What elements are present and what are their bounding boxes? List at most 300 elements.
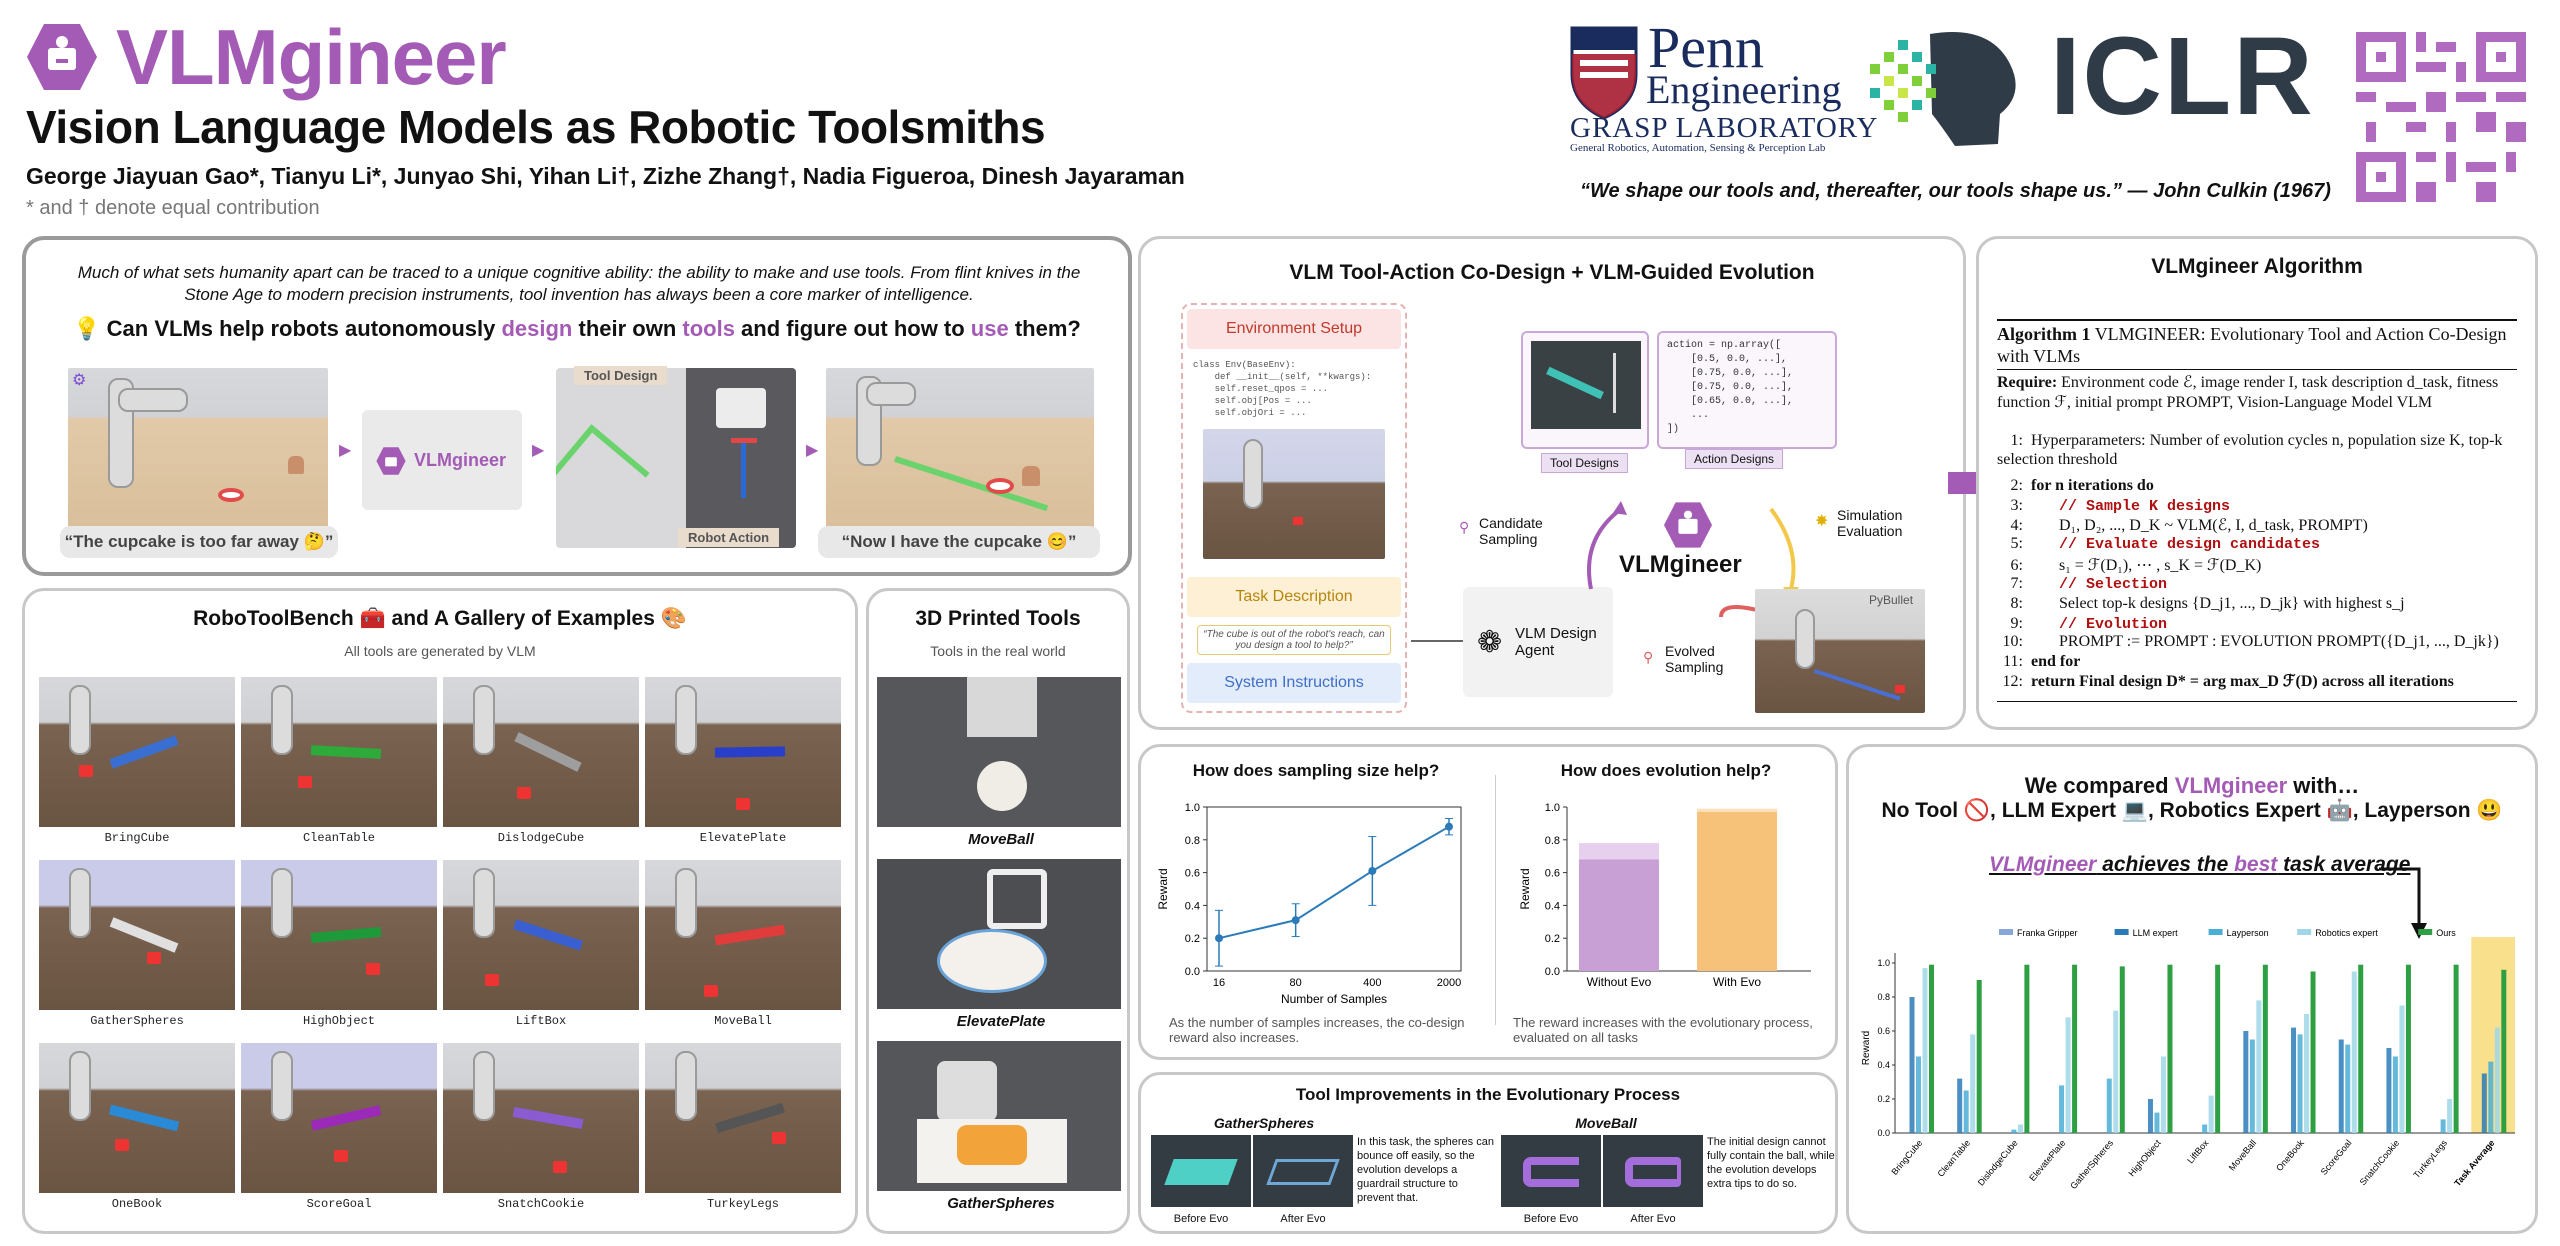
target-object (704, 985, 718, 997)
robot-arm (271, 1051, 293, 1121)
bar (1923, 968, 1928, 1133)
bar (1957, 1079, 1962, 1133)
algo-line-number: 9: (2010, 615, 2023, 632)
target-object (366, 963, 380, 975)
algo-line-number: 12: (2002, 673, 2023, 690)
bar (2291, 1028, 2296, 1133)
gallery-caption: CleanTable (302, 831, 375, 845)
evolution-title: How does evolution help? (1560, 761, 1772, 780)
candidate-sampling-icon: ⚲ (1459, 519, 1470, 535)
robot-arm (473, 868, 495, 938)
bar (2024, 965, 2029, 1133)
gather-before-label: Before Evo (1173, 1213, 1229, 1225)
target-object (298, 776, 312, 788)
x-tick-label: LiftBox (2185, 1137, 2211, 1166)
intro-logo-label: VLMgineer (414, 450, 507, 470)
intro-logo-card (362, 410, 522, 510)
robot-arm (937, 1061, 997, 1121)
brand-name: VLMgineer (116, 13, 506, 101)
algorithm-title: VLMgineer Algorithm (2151, 255, 2363, 278)
tool-shape (311, 745, 381, 759)
algo-line-text: end for (2031, 653, 2081, 670)
task-desc-label: Task Description (1187, 577, 1401, 617)
y-tick-label: 1.0 (1544, 802, 1560, 814)
env-code-box: class Env(BaseEnv): def __init__(self, **kwargs): self.reset_qpos = ... self.obj[Pos = ... self.objOri = ... (1193, 360, 1372, 418)
ball-shape (977, 761, 1027, 811)
tool-shape (987, 869, 1047, 929)
task-desc-quote: “The cube is out of the robot's reach, can you design a tool to help?” (1197, 625, 1391, 655)
target-object (517, 787, 531, 799)
robot-arm (271, 685, 293, 755)
env-render (1203, 429, 1385, 559)
y-tick-label: 0.8 (1544, 834, 1560, 847)
improvements-panel (1138, 1072, 1838, 1234)
authors: George Jiayuan Gao*, Tianyu Li*, Junyao Shi, Yihan Li†, Zizhe Zhang†, Nadia Figueroa, Dinesh Jayaraman (26, 163, 1185, 189)
bar (2154, 1113, 2159, 1133)
penn-wordmark: Penn (1648, 15, 1764, 80)
comparison-panel (1846, 744, 2538, 1234)
algo-line-text: // Evaluate design candidates (2059, 536, 2321, 553)
data-point (1215, 934, 1223, 942)
bar (2059, 1085, 2064, 1133)
gallery-image (645, 1043, 841, 1193)
tool-shape (513, 919, 583, 950)
plate-shape (937, 929, 1047, 993)
target-object (772, 1132, 786, 1144)
vlm-agent-label: VLM Design Agent (1515, 625, 1597, 659)
plot-frame (1207, 807, 1461, 971)
printed-photo (877, 677, 1121, 827)
bar (2167, 965, 2172, 1133)
algo-line-text: Hyperparameters: Number of evolution cycles n, population size K, top-k selection threshold (1997, 432, 2503, 468)
gallery-image (241, 677, 437, 827)
data-point (1445, 823, 1453, 831)
algo-line-text: PROMPT := PROMPT : EVOLUTION PROMPT({D_j1, ..., D_jk}) (2059, 633, 2499, 650)
gallery-caption: TurkeyLegs (706, 1197, 779, 1211)
gallery-image (241, 1043, 437, 1193)
pixel-head-logo-icon (1860, 24, 2030, 154)
algo-line-text: // Sample K designs (2059, 498, 2231, 515)
bar (1910, 997, 1915, 1133)
algo-line-text: // Evolution (2059, 616, 2168, 633)
bar (2066, 1017, 2071, 1133)
y-tick-label: 0.2 (1544, 933, 1560, 946)
robot-action-label: Robot Action (678, 528, 779, 547)
legend-label: Robotics expert (2315, 928, 2378, 938)
algo-line-text: s₁ = ℱ(D₁), ⋯ , s_K = ℱ(D_K) (2059, 557, 2262, 574)
brain-icon: ❁ (1477, 626, 1503, 659)
legend-swatch (2115, 929, 2129, 935)
algo-header: Algorithm 1 VLMGINEER: Evolutionary Tool and Action Co-Design with VLMs (1997, 324, 2507, 366)
algo-line-number: 8: (2010, 595, 2023, 612)
bug-icon: ⚙ (72, 372, 87, 389)
bar (2482, 1074, 2487, 1134)
candidate-sampling-label: Candidate Sampling (1479, 515, 1543, 547)
culkin-quote: “We shape our tools and, thereafter, our tools shape us.” — John Culkin (1967) (1580, 180, 2331, 202)
bar (2298, 1034, 2303, 1133)
lightbulb-icon: 💡 (73, 316, 107, 341)
bar (2148, 1099, 2153, 1133)
algorithm-panel (1976, 236, 2538, 730)
robot-arm (271, 868, 293, 938)
algo-line-number: 5: (2010, 535, 2023, 552)
sampling-chart (1151, 787, 1491, 1007)
gallery-title: RoboToolBench 🧰 and A Gallery of Examples 🎨 (193, 607, 687, 630)
algo-line (1997, 477, 2523, 495)
robot-arm (69, 868, 91, 938)
tool-shape (715, 925, 786, 946)
x-tick-label: Task Average (2452, 1137, 2497, 1189)
printed-subtitle: Tools in the real world (930, 643, 1066, 659)
bar (2311, 972, 2316, 1134)
compare-line2: No Tool 🚫, LLM Expert 💻, Robotics Expert 🤖, Layperson 😃 (1881, 799, 2503, 822)
legend-swatch (2418, 929, 2432, 935)
x-tick-label: BringCube (1889, 1137, 1925, 1177)
algo-line (1997, 671, 2523, 691)
tool-designs-label: Tool Designs (1541, 453, 1628, 473)
bar (1970, 1034, 1975, 1133)
tool-shape (109, 735, 178, 768)
pybullet-render (1755, 589, 1925, 713)
evolution-caption: The reward increases with the evolutionary process, evaluated on all tasks (1513, 1015, 1813, 1045)
tool-shape (715, 746, 785, 757)
tool-design-label: Tool Design (574, 366, 667, 385)
bar (2447, 1099, 2452, 1133)
gather-before-img (1151, 1135, 1251, 1207)
x-axis-label: Number of Samples (1280, 992, 1388, 1006)
x-tick-label: 400 (1363, 977, 1382, 989)
target-object (115, 1139, 129, 1151)
bar (2406, 965, 2411, 1133)
x-tick-label: With Evo (1712, 975, 1762, 989)
gather-title: GatherSpheres (1213, 1115, 1315, 1131)
center-logo-label: VLMgineer (1619, 551, 1742, 578)
bar (2399, 1006, 2404, 1134)
legend-label: LLM expert (2132, 928, 2178, 938)
algo-line-number: 3: (2010, 497, 2023, 514)
algo-line-number: 6: (2010, 557, 2023, 574)
gallery-image (39, 677, 235, 827)
algo-line (1997, 555, 2523, 575)
engineering-wordmark: Engineering (1646, 67, 1842, 112)
gallery-caption: MoveBall (714, 1014, 772, 1028)
algo-line-text: // Selection (2059, 576, 2168, 593)
arrow-icon: ▶ (806, 442, 819, 459)
sampling-title: How does sampling size help? (1192, 761, 1440, 780)
bar (2209, 1096, 2214, 1133)
y-tick-label: 0.6 (1184, 867, 1200, 880)
x-tick-label: Without Evo (1586, 975, 1652, 989)
printed-panel (866, 588, 1130, 1234)
algo-line-text: return Final design D* = arg max_D ℱ(D) across all iterations (2031, 673, 2454, 690)
algo-line-number: 7: (2010, 575, 2023, 592)
printed-photo (877, 859, 1121, 1009)
y-tick-label: 0.2 (1184, 933, 1200, 946)
bar (2161, 1057, 2166, 1134)
x-tick-label: ScoreGoal (2318, 1137, 2354, 1177)
robot-arm (675, 685, 697, 755)
x-tick-label: 16 (1212, 977, 1226, 989)
tool-shape (514, 732, 581, 772)
gallery-caption: ElevatePlate (699, 831, 787, 845)
algo-mid-rule (1997, 369, 2517, 370)
bar (2339, 1040, 2344, 1134)
tool-shape (513, 1107, 584, 1129)
printer-fixture (967, 677, 1037, 737)
algo-line (1997, 633, 2523, 651)
gather-after-label: After Evo (1280, 1213, 1326, 1225)
algo-line (1997, 431, 2523, 469)
algo-require: Require: Environment code ℰ, image render I, task description d_task, fitness function ℱ, initial prompt PROMPT, Vision-Language Model VLM (1997, 374, 2499, 411)
evolved-sampling-label: Evolved Sampling (1665, 643, 1724, 675)
bar (1929, 965, 1934, 1133)
y-tick-label: 1.0 (1184, 802, 1200, 814)
bar (1697, 812, 1777, 971)
bar (2501, 970, 2506, 1133)
bar (2495, 1028, 2500, 1133)
algo-line-number: 10: (2002, 633, 2023, 650)
system-instructions-label: System Instructions (1187, 663, 1401, 703)
printed-caption: GatherSpheres (947, 1195, 1055, 1212)
y-tick-label: 0.2 (1877, 1094, 1890, 1104)
gallery-image (645, 677, 841, 827)
gallery-image (39, 1043, 235, 1193)
algo-line (1997, 535, 2523, 553)
x-tick-label: SnatchCookie (2357, 1137, 2402, 1188)
x-tick-label: GatherSpheres (2068, 1137, 2116, 1192)
intro-panel (22, 236, 1132, 576)
bar (2256, 1000, 2261, 1133)
bar (2018, 1125, 2023, 1134)
brand-logo-icon (26, 22, 98, 92)
caption-cupcake-have: “Now I have the cupcake 😊” (818, 526, 1100, 558)
y-axis-label: Reward (1518, 868, 1532, 910)
bar (2120, 966, 2125, 1133)
action-code-card: action = np.array([ [0.5, 0.0, ...], [0.75, 0.0, ...], [0.75, 0.0, ...], [0.65, 0.0, ...], ... ]) (1657, 331, 1837, 449)
iclr-logo: ICLR (2050, 15, 2315, 138)
bar (1977, 980, 1982, 1133)
moveball-after-label: After Evo (1630, 1213, 1676, 1225)
y-axis-label: Reward (1861, 1030, 1872, 1066)
x-tick-label: DislodgeCube (1975, 1137, 2020, 1188)
bar (1964, 1091, 1969, 1134)
legend-label: Ours (2436, 928, 2456, 938)
gallery-panel (22, 588, 858, 1234)
legend-swatch (2297, 929, 2311, 935)
bar (2107, 1079, 2112, 1133)
bar (2393, 1057, 2398, 1134)
gallery-caption: LiftBox (515, 1014, 567, 1028)
sim-eval-icon: ✸ (1815, 513, 1829, 530)
tool-shape (110, 917, 179, 952)
algo-line-number: 4: (2010, 517, 2023, 534)
gallery-image (443, 860, 639, 1010)
algo-line-number: 11: (2003, 653, 2023, 670)
algo-line-text: Select top-k designs {D_j1, ..., D_jk} with highest s_j (2059, 595, 2405, 612)
sampling-caption: As the number of samples increases, the co-design reward also increases. (1169, 1015, 1465, 1045)
algo-line (1997, 653, 2523, 671)
robot-arm (69, 1051, 91, 1121)
gallery-caption: SnatchCookie (497, 1197, 585, 1211)
algo-line (1997, 497, 2523, 515)
robot-arm (473, 685, 495, 755)
vlmgineer-logo-icon (376, 446, 406, 476)
y-tick-label: 0.8 (1184, 834, 1200, 847)
gallery-image (443, 1043, 639, 1193)
x-tick-label: ElevatePlate (2027, 1137, 2068, 1184)
spheres-shape (957, 1125, 1027, 1165)
bar (2243, 1031, 2248, 1133)
tool-shape (109, 1105, 179, 1132)
gallery-caption: BringCube (104, 831, 170, 845)
target-object (485, 974, 499, 986)
data-point (1292, 916, 1300, 924)
bar (2250, 1040, 2255, 1134)
algo-line-number: 1: (2010, 432, 2023, 449)
bar (1916, 1057, 1921, 1134)
caption-cupcake-far: “The cupcake is too far away 🤔” (60, 526, 338, 558)
y-tick-label: 0.4 (1184, 900, 1200, 913)
algo-line (1997, 615, 2523, 633)
gather-after-img (1253, 1135, 1353, 1207)
bar (2304, 1014, 2309, 1133)
evolution-chart (1511, 787, 1831, 1007)
x-tick-label: 80 (1289, 977, 1302, 989)
printed-photo (877, 1041, 1121, 1191)
tool-shape (715, 1103, 785, 1133)
y-tick-label: 0.8 (1877, 992, 1890, 1002)
bar (2352, 972, 2357, 1134)
algo-line (1997, 575, 2523, 593)
algo-line-text: D₁, D₂, ..., D_K ~ VLM(ℰ, I, d_task, PROMPT) (2059, 517, 2368, 534)
tool-designs-card (1521, 331, 1649, 449)
robot-arm (69, 685, 91, 755)
algo-bottom-rule (1997, 701, 2517, 702)
evolved-sampling-icon: ⚲ (1643, 649, 1654, 665)
x-tick-label: TurkeyLegs (2411, 1137, 2449, 1181)
tool-design-box (556, 368, 796, 548)
y-tick-label: 0.6 (1544, 867, 1560, 880)
target-object (736, 798, 750, 810)
y-tick-label: 1.0 (1877, 958, 1890, 968)
moveball-before-label: Before Evo (1523, 1213, 1579, 1225)
robot-arm (675, 868, 697, 938)
gallery-subtitle: All tools are generated by VLM (344, 643, 536, 659)
series-line (1219, 827, 1449, 939)
compare-line1: We compared VLMgineer with… (2024, 773, 2360, 798)
y-tick-label: 0.4 (1544, 900, 1560, 913)
y-tick-label: 0.0 (1877, 1128, 1890, 1138)
equal-contribution-note: * and † denote equal contribution (26, 197, 320, 219)
moveball-before-img (1501, 1135, 1601, 1207)
penn-shield-icon (1568, 24, 1640, 120)
action-designs-label: Action Designs (1685, 449, 1783, 469)
pybullet-label: PyBullet (1869, 593, 1914, 607)
gallery-caption: OneBook (111, 1197, 163, 1211)
bar (2215, 965, 2220, 1133)
env-setup-label: Environment Setup (1187, 309, 1401, 349)
target-object (147, 952, 161, 964)
legend-swatch (1999, 929, 2013, 935)
data-point (1368, 867, 1376, 875)
compare-claim: VLMgineer achieves the best task average (1989, 853, 2411, 876)
qr-code-icon[interactable] (2356, 32, 2526, 202)
x-tick-label: CleanTable (1935, 1137, 1973, 1179)
bar (2113, 1011, 2118, 1133)
target-object (79, 765, 93, 777)
y-axis-label: Reward (1156, 868, 1170, 910)
algo-line (1997, 515, 2523, 535)
moveball-after-img (1603, 1135, 1703, 1207)
moveball-text: The initial design cannot fully contain the ball, while the evolution develops extra tips to do so. (1707, 1136, 1835, 1190)
bar (1579, 859, 1659, 971)
bar (2488, 1062, 2493, 1133)
legend-swatch (2209, 929, 2223, 935)
x-tick-label: MoveBall (2226, 1137, 2259, 1173)
printed-caption: ElevatePlate (956, 1013, 1046, 1030)
algo-line (1997, 595, 2523, 613)
gather-text: In this task, the spheres can bounce off easily, so the evolution develops a guardrail structure to prevent that. (1357, 1136, 1494, 1204)
gallery-image (241, 860, 437, 1010)
intro-question: 💡 Can VLMs help robots autonomously design their own tools and figure out how to use them? (73, 316, 1081, 341)
grasp-lab-wordmark: GRASP LABORATORY (1570, 112, 1879, 144)
bar (2202, 1125, 2207, 1134)
tool-shape (311, 927, 382, 943)
gallery-image (645, 860, 841, 1010)
tool-shape (311, 1105, 381, 1130)
bar (2011, 1130, 2016, 1133)
bar (2386, 1048, 2391, 1133)
legend-label: Layperson (2226, 928, 2269, 938)
paper-title: Vision Language Models as Robotic Toolsmiths (26, 101, 1046, 153)
printed-caption: MoveBall (968, 831, 1034, 848)
gallery-caption: HighObject (302, 1014, 375, 1028)
y-tick-label: 0.4 (1877, 1060, 1890, 1070)
gallery-image (443, 677, 639, 827)
codesign-panel (1138, 236, 1966, 730)
gallery-caption: ScoreGoal (306, 1197, 372, 1211)
improvements-title: Tool Improvements in the Evolutionary Process (1295, 1085, 1681, 1104)
intro-text: Much of what sets humanity apart can be traced to a unique cognitive ability: the ability to make and use tools. From flint knives in the Stone Age to modern precision instruments, tool invention has always been a core marker of intelligence. (77, 263, 1081, 304)
bar (2454, 965, 2459, 1133)
bar (2072, 965, 2077, 1133)
algo-line-number: 2: (2010, 477, 2023, 494)
panel-divider (1495, 775, 1496, 1025)
x-tick-label: OneBook (2274, 1137, 2306, 1174)
y-tick-label: 0.0 (1184, 966, 1200, 978)
bar (2358, 965, 2363, 1133)
comparison-chart (1859, 917, 2535, 1233)
arrow-icon: ▶ (339, 442, 352, 459)
robot-arm (675, 1051, 697, 1121)
bar (2345, 1045, 2350, 1133)
algo-top-rule (1997, 319, 2517, 321)
grasp-lab-subtitle: General Robotics, Automation, Sensing & Perception Lab (1570, 142, 1826, 154)
x-tick-label: HighObject (2126, 1137, 2163, 1179)
legend-label: Franka Gripper (2017, 928, 2078, 938)
y-tick-label: 0.6 (1877, 1026, 1890, 1036)
algo-line-text: for n iterations do (2031, 477, 2154, 494)
y-tick-label: 0.0 (1544, 966, 1560, 978)
arrow-icon: ▶ (532, 442, 545, 459)
gallery-caption: GatherSpheres (90, 1014, 184, 1028)
target-object (553, 1161, 567, 1173)
bar (2263, 965, 2268, 1133)
intro-scene-start (68, 368, 328, 528)
target-object (334, 1150, 348, 1162)
codesign-title: VLM Tool-Action Co-Design + VLM-Guided Evolution (1289, 261, 1815, 284)
moveball-title: MoveBall (1575, 1115, 1637, 1131)
